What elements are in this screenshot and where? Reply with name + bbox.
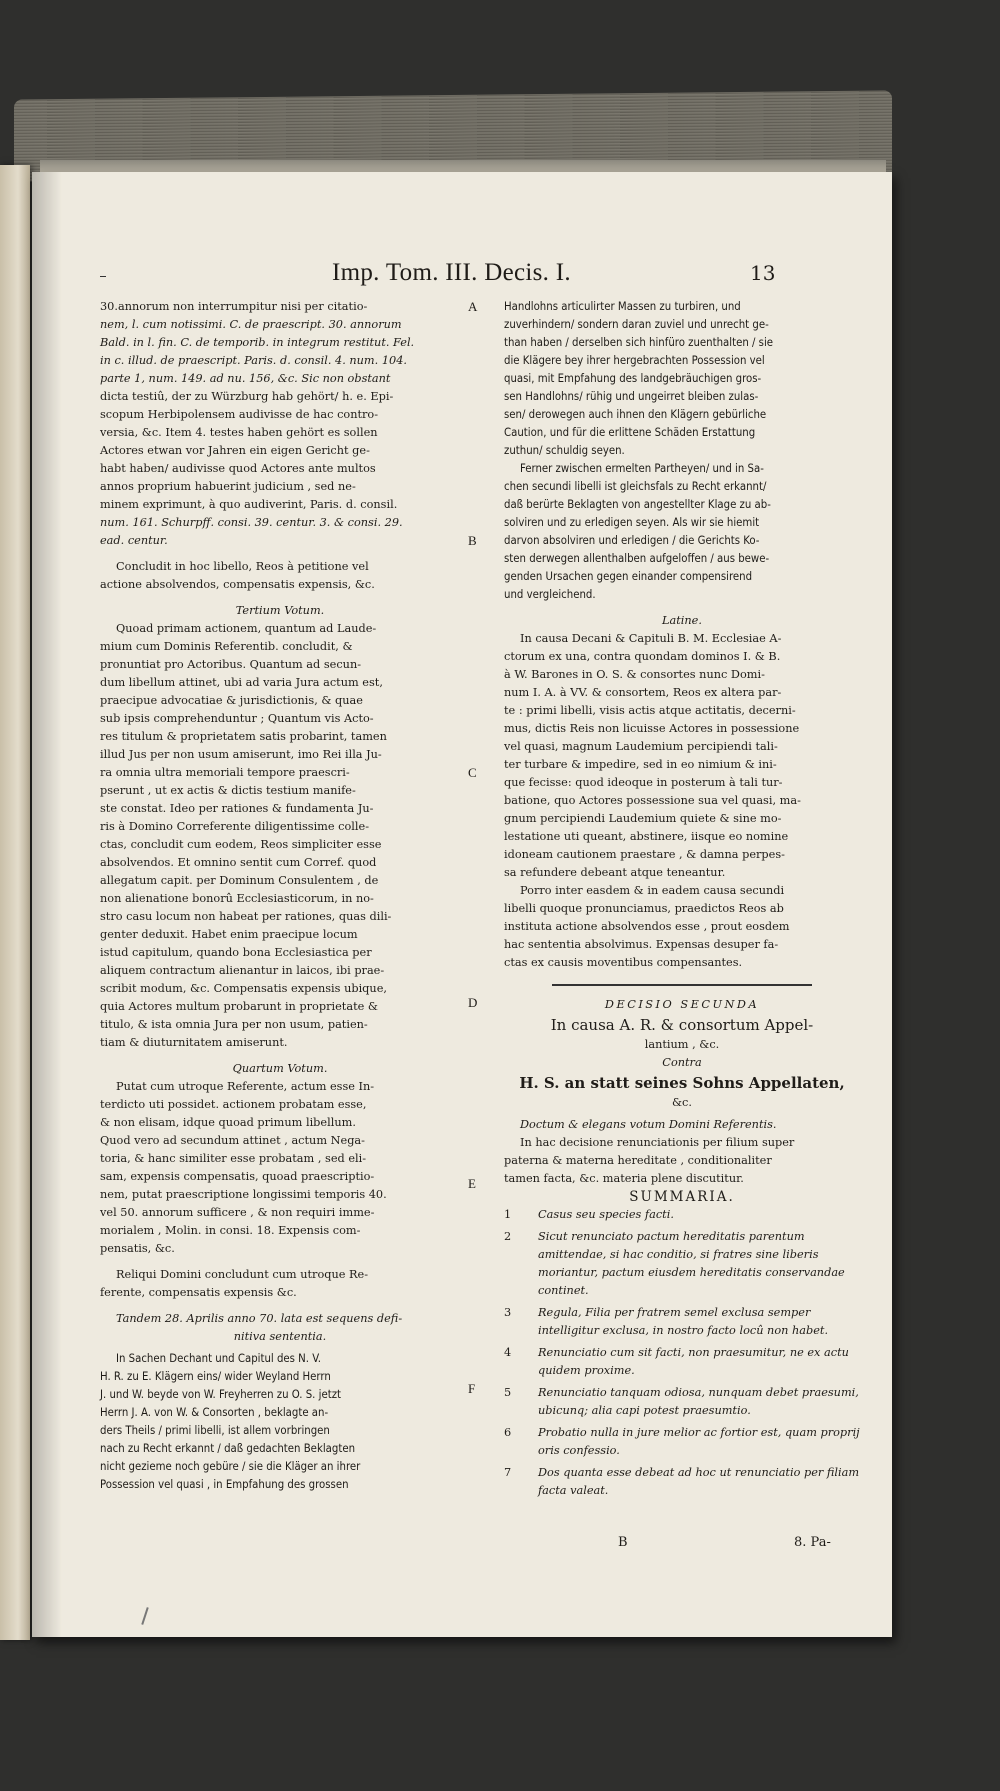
- text-line: non alienatione bonorû Ecclesiasticorum, in no-: [100, 892, 374, 905]
- text-line: aliquem contractum alienantur in laicos, ibi prae-: [100, 964, 385, 977]
- text-line: versia, &c. Item 4. testes haben gehört es sollen: [100, 426, 378, 439]
- text-line: paterna & materna hereditate , conditionaliter: [504, 1153, 772, 1167]
- appellee-title-continued: &c.: [672, 1095, 692, 1109]
- text-line: In hac decisione renunciationis per filium super: [520, 1135, 795, 1149]
- text-line: stro casu locum non habeat per rationes, quas dili-: [100, 910, 392, 923]
- text-line: tamen facta, &c. materia plene discutitur.: [504, 1171, 744, 1185]
- text-line: pensatis, &c.: [100, 1242, 175, 1255]
- text-line: praecipue advocatiae & jurisdictionis, & quae: [100, 694, 363, 707]
- text-line: actione absolvendos, compensatis expensis, &c.: [100, 578, 375, 591]
- text-line: Quod vero ad secundum attinet , actum Nega-: [100, 1134, 365, 1147]
- text-line: ter turbare & impedire, sed in eo nimium & ini-: [504, 758, 777, 771]
- text-line: nicht gezieme noch gebüre / sie die Kläger an ihrer: [100, 1460, 361, 1473]
- margin-letter: E: [468, 1176, 476, 1191]
- case-title-continued: lantium , &c.: [644, 1037, 720, 1051]
- text-line: Actores etwan vor Jahren ein eigen Gericht ge-: [100, 444, 370, 457]
- page: [32, 172, 892, 1637]
- text-line: Bald. in l. fin. C. de temporib. in integrum restitut. Fel.: [100, 336, 415, 349]
- text-line: dum libellum attinet, ubi ad varia Jura actum est,: [100, 676, 383, 689]
- text-line: res titulum & proprietatem satis probarint, tamen: [100, 730, 387, 743]
- text-line: minem exprimunt, à quo audiverint, Paris. d. consil.: [100, 498, 398, 511]
- case-title: In causa A. R. & consortum Appel-: [550, 1015, 814, 1034]
- text-line: pserunt , ut ex actis & dictis testium manife-: [100, 784, 356, 797]
- text-line: habt haben/ audivisse quod Actores ante multos: [100, 462, 376, 475]
- text-line: te : primi libelli, visis actis atque actitatis, decerni-: [504, 704, 796, 717]
- text-line: Caution, und für die erlittene Schäden Erstattung: [504, 426, 756, 439]
- header-rule: [100, 276, 106, 277]
- decision-heading: DECISIO SECUNDA: [604, 997, 760, 1011]
- text-line: ferente, compensatis expensis &c.: [100, 1286, 297, 1299]
- summary-text: Casus seu species facti.: [538, 1207, 674, 1221]
- text-line: ders Theils / primi libelli, ist allem vorbringen: [100, 1424, 330, 1437]
- text-line: hac sententia absolvimus. Expensas desuper fa-: [504, 938, 779, 951]
- summary-item: [504, 1464, 860, 1500]
- text-line: illud Jus per non usum amiserunt, imo Rei illa Ju-: [100, 748, 382, 761]
- text-line: à W. Barones in O. S. & consortes nunc Domi-: [504, 668, 765, 681]
- text-line: Ferner zwischen ermelten Partheyen/ und in Sa-: [520, 462, 764, 475]
- text-line: batione, quo Actores possessione sua vel quasi, ma-: [504, 794, 801, 807]
- text-line: & non elisam, idque quoad primum libellum.: [100, 1116, 356, 1129]
- text-line: nach zu Recht erkannt / daß gedachten Beklagten: [100, 1442, 356, 1455]
- text-line: idoneam cautionem praestare , & damna perpes-: [504, 848, 785, 861]
- text-line: nitiva sententia.: [233, 1330, 327, 1343]
- appellee-title: H. S. an statt seines Sohns Appellaten,: [519, 1073, 845, 1092]
- text-line: nem, putat praescriptione longissimi temporis 40.: [100, 1188, 387, 1201]
- summary-text: Sicut renunciato pactum hereditatis parentum amittendae, si hac conditio, si fratres sine liberis moriantur, pactum eiusdem hereditatis conservandae continet.: [538, 1229, 845, 1297]
- text-line: num. 161. Schurpff. consi. 39. centur. 3. & consi. 29.: [100, 516, 403, 529]
- section-divider: [552, 984, 812, 986]
- text-line: mus, dictis Reis non licuisse Actores in possessione: [504, 722, 800, 735]
- summary-item: [504, 1384, 860, 1420]
- text-line: libelli quoque pronunciamus, praedictos Reos ab: [504, 902, 784, 915]
- pencil-mark: [141, 1607, 148, 1625]
- text-line: solviren und zu erledigen seyen. Als wir sie hiemit: [504, 516, 760, 529]
- text-line: J. und W. beyde von W. Freyherren zu O. S. jetzt: [100, 1388, 342, 1401]
- summary-item: [504, 1304, 860, 1340]
- text-line: vel quasi, magnum Laudemium percipiendi tali-: [504, 740, 778, 753]
- summary-text: Renunciatio cum sit facti, non praesumitur, ne ex actu quidem proxime.: [538, 1345, 849, 1377]
- text-line: gnum percipiendi Laudemium quiete & sine mo-: [504, 812, 782, 825]
- text-line: pronuntiat pro Actoribus. Quantum ad secun-: [100, 658, 362, 671]
- margin-letter: A: [468, 299, 478, 314]
- summary-number: 2: [504, 1229, 512, 1243]
- margin-letter: F: [468, 1381, 476, 1396]
- text-line: instituta actione absolvendos esse , prout eosdem: [504, 920, 790, 933]
- left-column: [100, 298, 460, 1494]
- text-line: sa refundere debeant atque teneantur.: [504, 866, 726, 879]
- text-line: Handlohns articulirter Massen zu turbiren, und: [504, 300, 741, 313]
- text-line: Reliqui Domini concludunt cum utroque Re-: [116, 1268, 369, 1281]
- text-line: absolvendos. Et omnino sentit cum Corref. quod: [100, 856, 377, 869]
- summary-number: 6: [504, 1425, 512, 1439]
- summary-text: Renunciatio tanquam odiosa, nunquam debet praesumi, ubicunq; alia capi potest praesumtio.: [538, 1385, 859, 1417]
- text-line: daß berürte Beklagten von angestellter Klage zu ab-: [504, 498, 771, 511]
- text-line: vel 50. annorum sufficere , & non requiri imme-: [100, 1206, 375, 1219]
- text-line: sub ipsis comprehenduntur ; Quantum vis Acto-: [100, 712, 374, 725]
- text-line: zuthun/ schuldig seyen.: [504, 444, 625, 457]
- text-line: morialem , Molin. in consi. 18. Expensis com-: [100, 1224, 361, 1237]
- page-number: 13: [750, 261, 776, 285]
- text-line: scribit modum, &c. Compensatis expensis ubique,: [100, 982, 387, 995]
- text-line: ctorum ex una, contra quondam dominos I. & B.: [504, 650, 781, 663]
- summary-item: [504, 1344, 860, 1380]
- text-line: dicta testiû, der zu Würzburg hab gehört/ h. e. Epi-: [100, 390, 394, 403]
- text-line: ra omnia ultra memoriali tempore praescri-: [100, 766, 350, 779]
- text-line: sten derwegen allenthalben aufgeloffen / aus bewe-: [504, 552, 770, 565]
- text-line: ctas ex causis moventibus compensantes.: [504, 956, 743, 969]
- text-line: mium cum Dominis Referentib. concludit, &: [100, 640, 353, 653]
- text-line: Porro inter easdem & in eadem causa secundi: [520, 884, 785, 897]
- text-line: In causa Decani & Capituli B. M. Ecclesiae A-: [520, 632, 782, 645]
- summary-text: Probatio nulla in jure melior ac fortior est, quam proprij oris confessio.: [538, 1425, 860, 1457]
- margin-letter: C: [468, 765, 477, 780]
- text-line: Possession vel quasi , in Empfahung des grossen: [100, 1478, 349, 1491]
- contra-label: Contra: [662, 1055, 702, 1069]
- summary-item: [504, 1206, 860, 1224]
- text-line: lestatione uti queant, abstinere, iisque eo nomine: [504, 830, 789, 843]
- margin-letter: B: [468, 533, 477, 548]
- text-line: ste constat. Ideo per rationes & fundamenta Ju-: [100, 802, 374, 815]
- text-line: H. R. zu E. Klägern eins/ wider Weyland Herrn: [100, 1370, 331, 1383]
- summary-number: 3: [504, 1305, 512, 1319]
- summary-number: 4: [504, 1345, 512, 1359]
- summaria-heading: SUMMARIA.: [629, 1188, 735, 1205]
- summary-text: Dos quanta esse debeat ad hoc ut renunciatio per filiam facta valeat.: [538, 1465, 860, 1497]
- running-header: Imp. Tom. III. Decis. I.: [332, 259, 571, 286]
- text-line: ead. centur.: [100, 534, 168, 547]
- text-line: terdicto uti possidet. actionem probatam esse,: [100, 1098, 367, 1111]
- text-line: Herrn J. A. von W. & Consorten , beklagte an-: [100, 1406, 329, 1419]
- text-line: annos proprium habuerint judicium , sed ne-: [100, 480, 356, 493]
- summary-number: 5: [504, 1385, 512, 1399]
- text-line: nem, l. cum notissimi. C. de praescript. 30. annorum: [100, 318, 402, 331]
- catchword: 8. Pa-: [794, 1535, 831, 1550]
- gutter-shadow: [32, 172, 62, 1637]
- text-line: Quoad primam actionem, quantum ad Laude-: [116, 622, 377, 635]
- text-line: Concludit in hoc libello, Reos à petitione vel: [116, 560, 369, 573]
- text-line: than haben / derselben sich hinfüro zuenthalten / sie: [504, 336, 774, 349]
- vote-heading: Doctum & elegans votum Domini Referentis.: [520, 1117, 777, 1131]
- section-heading: Tertium Votum.: [235, 604, 325, 617]
- text-line: genter deduxit. Habet enim praecipue locum: [100, 928, 358, 941]
- text-line: Tandem 28. Aprilis anno 70. lata est sequens defi-: [116, 1312, 403, 1325]
- text-line: toria, & hanc similiter esse probatam , sed eli-: [100, 1152, 367, 1165]
- text-line: In Sachen Dechant und Capitul des N. V.: [116, 1352, 321, 1365]
- summary-item: [504, 1424, 860, 1460]
- text-line: que fecisse: quod ideoque in posterum à tali tur-: [504, 776, 783, 789]
- left-page-edge: [0, 165, 30, 1640]
- text-line: 30.annorum non interrumpitur nisi per citatio-: [100, 300, 368, 313]
- summary-text: Regula, Filia per fratrem semel exclusa semper intelligitur exclusa, in nostro facto locû non habet.: [538, 1305, 829, 1337]
- summary-number: 1: [504, 1207, 512, 1221]
- section-heading: Quartum Votum.: [232, 1062, 328, 1075]
- text-line: zuverhindern/ sondern daran zuviel und unrecht ge-: [504, 318, 769, 331]
- text-line: sen/ derowegen auch ihnen den Klägern gebürliche: [504, 408, 767, 421]
- text-line: chen secundi libelli ist gleichsfals zu Recht erkannt/: [504, 480, 767, 493]
- text-line: ctas, concludit cum eodem, Reos simpliciter esse: [100, 838, 382, 851]
- text-line: und vergleichend.: [504, 588, 596, 601]
- text-line: quia Actores multum probarunt in proprietate &: [100, 1000, 378, 1013]
- text-line: tiam & diuturnitatem amiserunt.: [100, 1036, 288, 1049]
- text-line: in c. illud. de praescript. Paris. d. consil. 4. num. 104.: [100, 354, 407, 367]
- text-line: sam, expensis compensatis, quoad praescriptio-: [100, 1170, 375, 1183]
- text-line: istud capitulum, quando bona Ecclesiastica per: [100, 946, 372, 959]
- section-heading: Latine.: [662, 614, 702, 627]
- summary-item: [504, 1228, 860, 1300]
- text-line: genden Ursachen gegen einander compensirend: [504, 570, 753, 583]
- signature-mark: B: [618, 1535, 628, 1550]
- text-line: parte 1, num. 149. ad nu. 156, &c. Sic non obstant: [100, 372, 391, 385]
- margin-letter: D: [468, 995, 478, 1010]
- text-line: allegatum capit. per Dominum Consulentem , de: [100, 874, 379, 887]
- text-line: scopum Herbipolensem audivisse de hac contro-: [100, 408, 379, 421]
- summary-number: 7: [504, 1465, 512, 1479]
- text-line: sen Handlohns/ rühig und ungeirret bleiben zulas-: [504, 390, 759, 403]
- right-column: [504, 298, 860, 1504]
- text-line: darvon absolviren und erledigen / die Gerichts Ko-: [504, 534, 760, 547]
- text-line: ris à Domino Correferente diligentissime colle-: [100, 820, 370, 833]
- text-line: die Klägere bey ihrer hergebrachten Possession vel: [504, 354, 765, 367]
- text-line: Putat cum utroque Referente, actum esse In-: [116, 1080, 375, 1093]
- text-line: num I. A. à VV. & consortem, Reos ex altera par-: [504, 686, 782, 699]
- text-line: titulo, & ista omnia Jura per non usum, patien-: [100, 1018, 368, 1031]
- text-line: quasi, mit Empfahung des landgebräuchigen gros-: [504, 372, 762, 385]
